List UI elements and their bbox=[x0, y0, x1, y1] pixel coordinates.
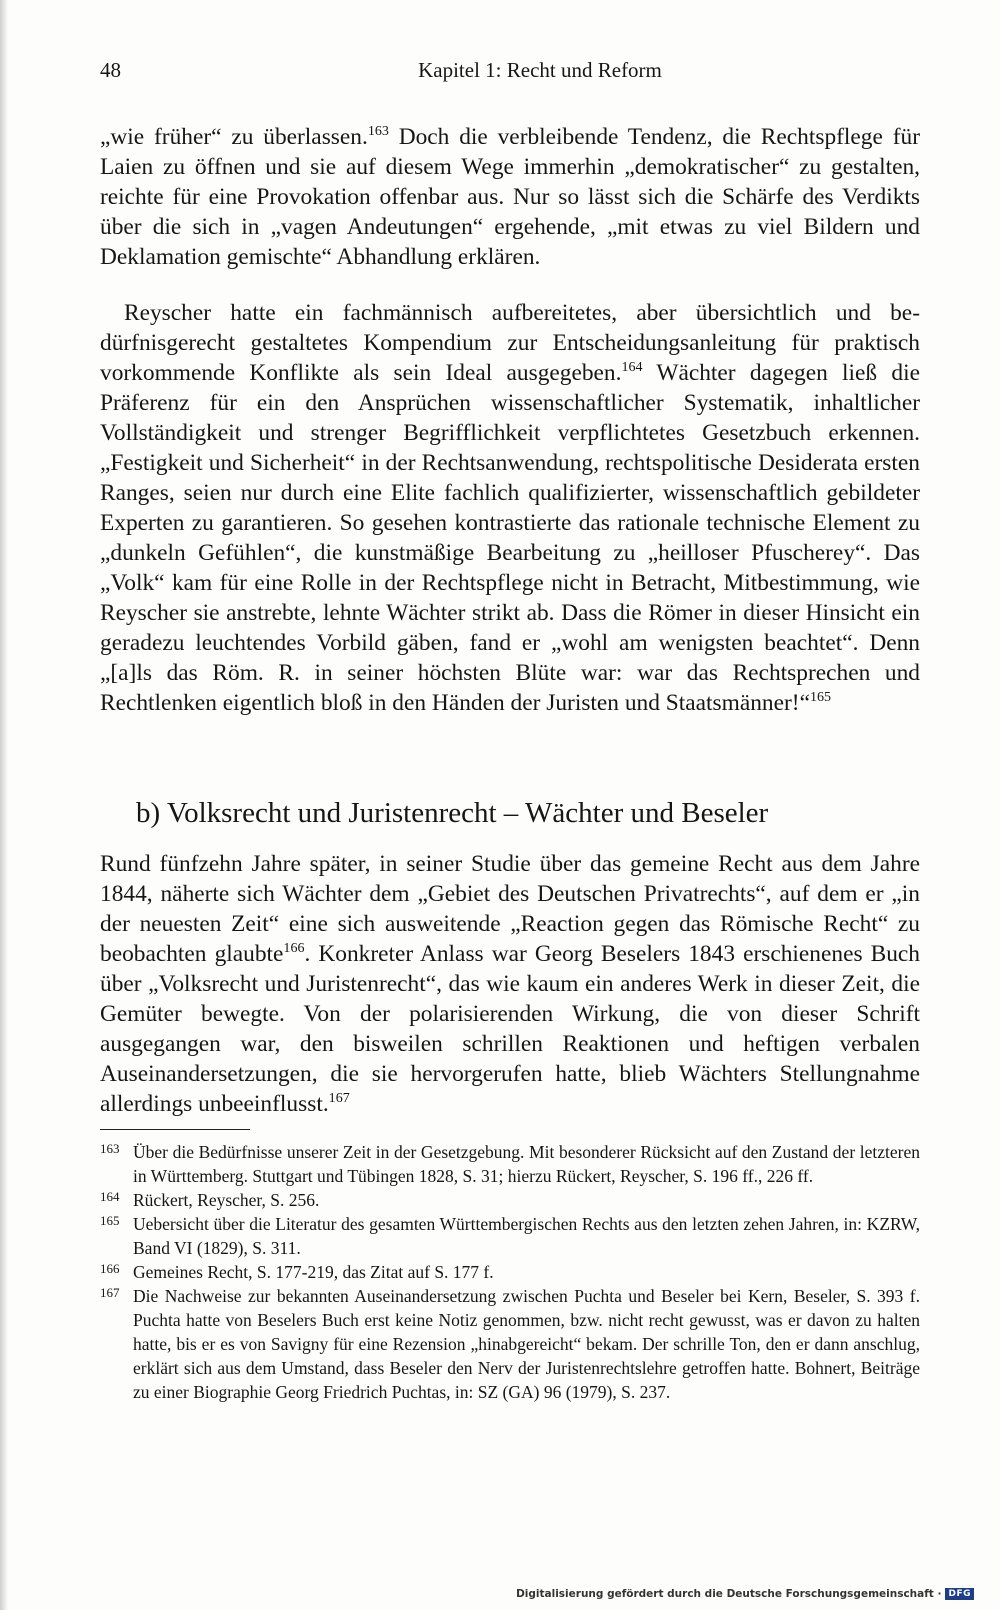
dfg-logo: DFG bbox=[945, 1588, 974, 1600]
page-header bbox=[100, 58, 920, 88]
running-head: Kapitel 1: Recht und Reform bbox=[418, 58, 662, 82]
footnote-number: 166 bbox=[100, 1261, 120, 1276]
footnote-ref-167: 167 bbox=[328, 1090, 350, 1107]
section-heading: b) Volksrecht und Juristenrecht – Wächter und Beseler bbox=[136, 797, 769, 829]
paragraph-1-text-b: Doch die verbleibende Tendenz, die Rechtspflege für Laien zu öffnen und sie auf diesem Wege immerhin „demokratischer“ zu gestalten, reichte für eine Provokation offenbar aus. Nur so lässt sich die Schärfe des Verdikts über die sich in „vagen Andeutungen“ ergehende, „mit etwas zu viel Bildern und Deklamation gemischte“ Abhandlung erklären. bbox=[100, 124, 920, 270]
paragraph-3-text-a: Rund fünfzehn Jahre später, in seiner Studie über das gemeine Recht aus dem Jahre 1844, näherte sich Wächter dem „Gebiet des Deutschen Privatrechts“, auf dem er „in der neuesten Zeit“ eine sich ausweitende „Reaction gegen das Römische Recht“ zu beobachten glaubte bbox=[100, 851, 920, 967]
footnote-text: Über die Bedürfnisse unserer Zeit in der Gesetzgebung. Mit besonderer Rücksicht auf den Zustand der letzteren in Württemberg. Stuttgart und Tübingen 1828, S. 31; hierzu Rückert, Reyscher, S. 196 ff., 226 ff. bbox=[133, 1142, 920, 1186]
footnote-ref-166: 166 bbox=[283, 940, 305, 957]
footnote-167 bbox=[100, 1284, 920, 1404]
footnotes bbox=[100, 1140, 920, 1404]
footnote-164 bbox=[100, 1188, 920, 1212]
footnote-163 bbox=[100, 1140, 920, 1188]
paragraph-1 bbox=[100, 122, 920, 272]
paragraph-2-text-b: Wächter dagegen ließ die Präferenz für ein den Ansprüchen wissenschaftlicher Systematik, inhaltlicher Vollständigkeit und strenger Begrifflichkeit verpflichtetes Gesetzbuch erkennen. „Festigkeit und Sicherheit“ in der Rechtsanwendung, rechtspolitische Desiderata ersten Ranges, seien nur durch eine Elite fachlich qualifizierter, wissenschaftlich gebildeter Experten zu garantieren. So gesehen kontrastierte das rationale technische Element zu „dunkeln Gefühlen“, die kunstmäßige Bearbeitung zu „heilloser Pfuscherey“. Das „Volk“ kam für eine Rolle in der Rechtspflege nicht in Betracht, Mitbestimmung, wie Reyscher sie anstrebte, lehnte Wächter strikt ab. Dass die Römer in dieser Hinsicht ein geradezu leuchtendes Vorbild gäben, fand er „wohl am wenigsten beachtet“. Denn „[a]ls das Röm. R. in seiner höchsten Blüte war: war das Rechtsprechen und Rechtlenken eigentlich bloß in den Händen der Juristen und Staatsmänner!“ bbox=[100, 360, 920, 716]
footnote-text: Gemeines Recht, S. 177-219, das Zitat auf S. 177 f. bbox=[133, 1262, 494, 1282]
footnote-166 bbox=[100, 1260, 920, 1284]
footnote-ref-165: 165 bbox=[809, 689, 832, 706]
footnote-number: 165 bbox=[100, 1213, 120, 1228]
paragraph-2 bbox=[100, 298, 920, 718]
footnote-number: 167 bbox=[100, 1285, 120, 1300]
footnote-separator bbox=[100, 1129, 250, 1130]
footnote-165 bbox=[100, 1212, 920, 1260]
footnote-ref-163: 163 bbox=[367, 123, 389, 140]
dfg-credit-text: Digitalisierung gefördert durch die Deutsche Forschungsgemeinschaft · bbox=[516, 1588, 942, 1600]
footnote-text: Uebersicht über die Literatur des gesamten Württembergischen Rechts aus den letzten zehen Jahren, in: KZRW, Band VI (1829), S. 311. bbox=[133, 1214, 920, 1258]
footnote-number: 164 bbox=[100, 1189, 120, 1204]
footnote-text: Rückert, Reyscher, S. 256. bbox=[133, 1190, 320, 1210]
page-binding-shadow bbox=[0, 0, 8, 1610]
paragraph-2-text-a: Reyscher hatte ein fachmännisch aufbereitetes, aber übersichtlich und bedürfnisgerecht gestaltetes Kompendium zur Entscheidungsanleitung für praktisch vorkommende Konflikte als sein Ideal ausgegeben. bbox=[100, 300, 920, 386]
footnote-ref-164: 164 bbox=[621, 359, 643, 376]
footnote-text: Die Nachweise zur bekannten Auseinandersetzung zwischen Puchta und Beseler bei Kern, Beseler, S. 393 f. Puchta hatte von Beselers Buch erst keine Notiz genommen, bzw. nicht recht gewusst, was er davon zu halten hatte, bis er es von Savigny für eine Rezension „hinabgereicht“ bekam. Der schrille Ton, den er dann anschlug, erklärt sich aus dem Umstand, dass Beseler den Nerv der Juristenrechtslehre getroffen hatte. Bohnert, Beiträge zu einer Biographie Georg Friedrich Puchtas, in: SZ (GA) 96 (1979), S. 237. bbox=[133, 1286, 920, 1402]
dfg-credit bbox=[516, 1588, 974, 1600]
paragraph-3 bbox=[100, 849, 920, 1119]
paragraph-3-text-b: . Konkreter Anlass war Georg Beselers 1843 erschienenes Buch über „Volksrecht und Juristenrecht“, das wie kaum ein anderes Werk in dieser Zeit, die Gemüter bewegte. Von der polarisierenden Wirkung, die von dieser Schrift ausgegangen war, den bisweilen schrillen Reaktionen und heftigen verbalen Auseinandersetzungen, die sie hervorgerufen hatte, blieb Wächters Stellungnahme allerdings unbeeinflusst. bbox=[100, 941, 920, 1117]
footnote-number: 163 bbox=[100, 1141, 120, 1156]
page-number: 48 bbox=[100, 58, 121, 82]
paragraph-1-text-a: „wie früher“ zu überlassen. bbox=[100, 124, 368, 150]
